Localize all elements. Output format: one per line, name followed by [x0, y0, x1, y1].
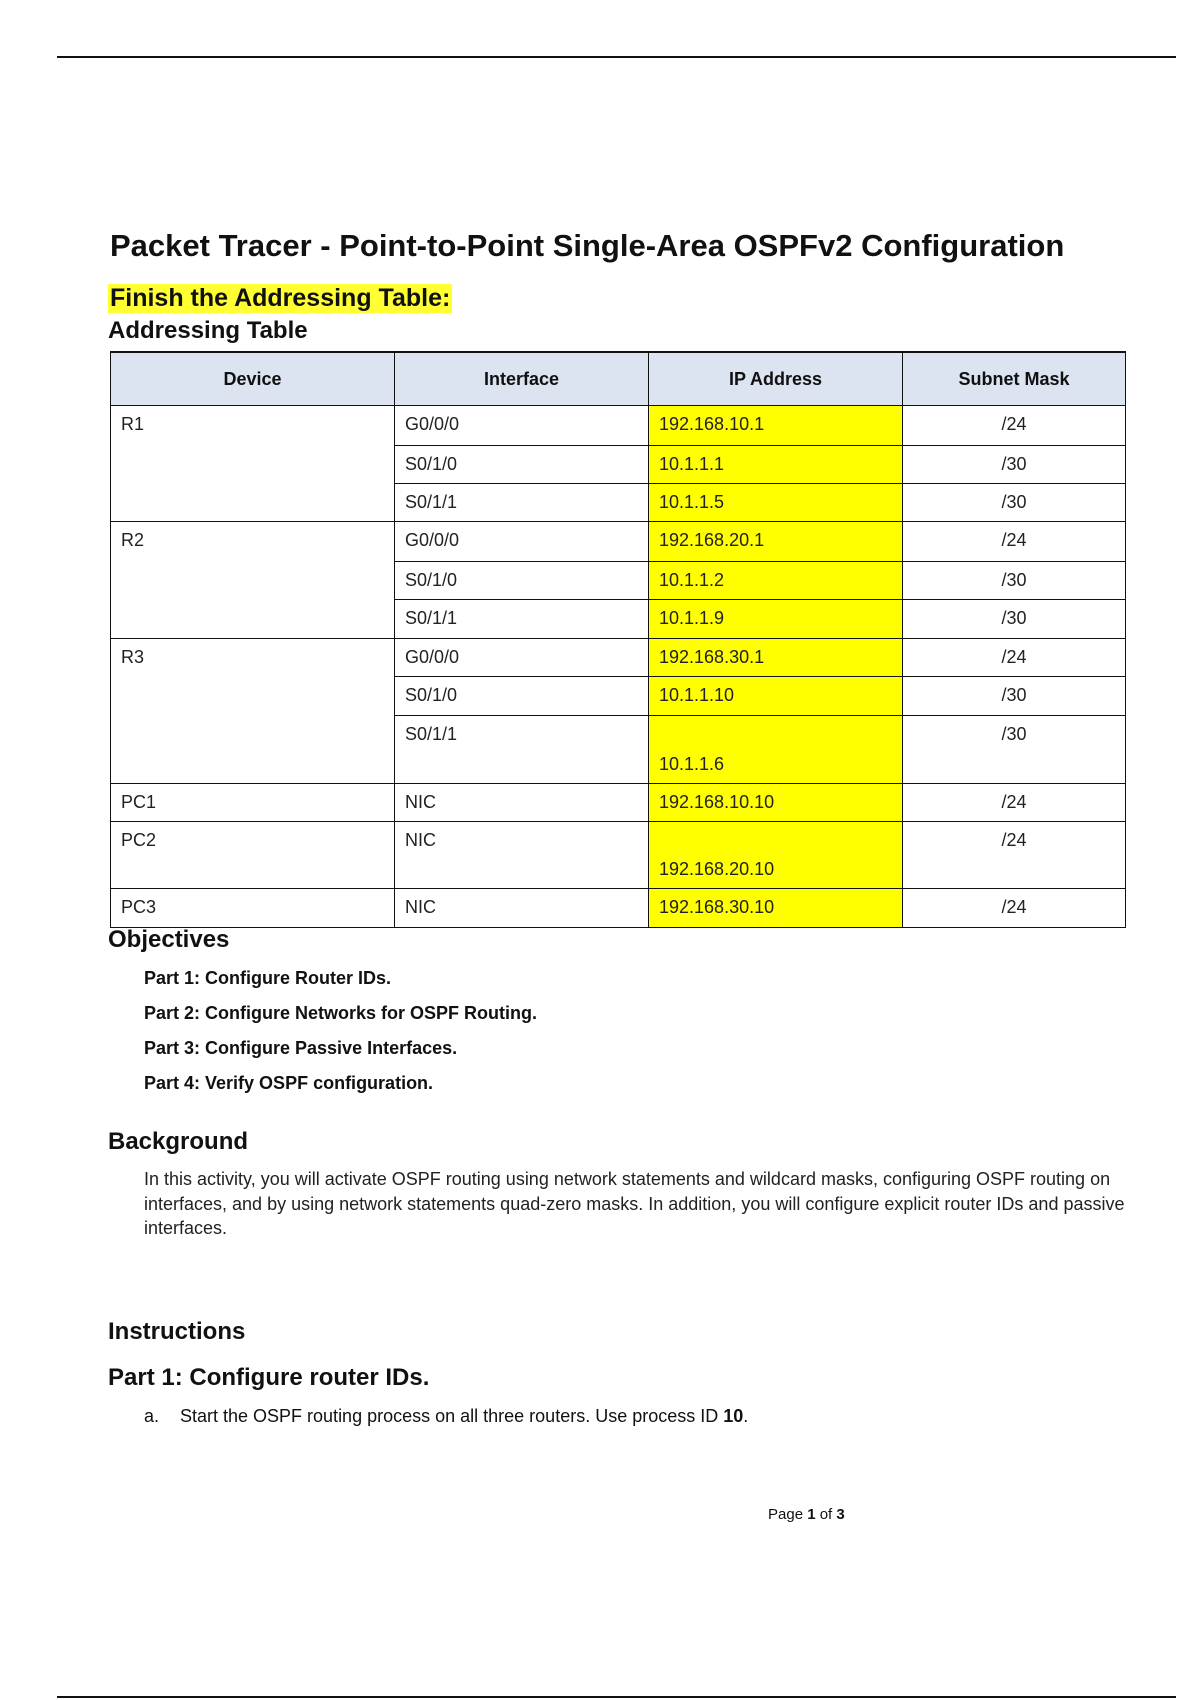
- interface-cell: [395, 716, 649, 784]
- subnet-mask-cell-text: /24: [1001, 830, 1027, 850]
- ip-address-cell-text: 192.168.20.10: [659, 859, 775, 879]
- footer-rule: [57, 1696, 1176, 1698]
- ip-address-cell-text: 192.168.10.10: [659, 792, 775, 812]
- subnet-mask-cell: [903, 600, 1126, 639]
- ip-address-cell-text: 192.168.30.1: [659, 647, 765, 667]
- subnet-mask-cell: [903, 562, 1126, 600]
- table-row: [111, 822, 1126, 889]
- highlighted-heading: Finish the Addressing Table:: [110, 284, 451, 312]
- objective-item: Part 4: Verify OSPF configuration.: [144, 1073, 434, 1093]
- objectives-heading: Objectives: [108, 926, 230, 953]
- ip-address-cell: [649, 484, 903, 522]
- subnet-mask-cell-text: /24: [1001, 897, 1027, 917]
- subnet-mask-cell: [903, 889, 1126, 928]
- subnet-mask-cell: [903, 406, 1126, 446]
- instructions-heading: Instructions: [108, 1318, 246, 1345]
- interface-cell-text: G0/0/0: [405, 530, 460, 550]
- column-header: Subnet Mask: [903, 352, 1126, 406]
- ip-address-cell-text: 10.1.1.5: [659, 492, 725, 512]
- ip-address-cell-text: 192.168.10.1: [659, 414, 765, 434]
- interface-cell: [395, 600, 649, 639]
- device-cell: [111, 406, 395, 522]
- ip-address-cell: [649, 639, 903, 677]
- ip-address-cell: [649, 822, 903, 889]
- interface-cell: [395, 889, 649, 928]
- ip-address-cell-text: 192.168.20.1: [659, 530, 765, 550]
- device-cell-text: R2: [121, 530, 145, 550]
- step-end: .: [743, 1406, 749, 1426]
- of-label: of: [815, 1506, 837, 1523]
- column-header: IP Address: [649, 352, 903, 406]
- background-text: In this activity, you will activate OSPF routing using network statements and wildcard masks, configuring OSPF routing on interfaces, and by using network statements quad-zero masks. In addition, you will configure explicit router IDs and passive interfaces.: [144, 1169, 1125, 1238]
- device-cell: [111, 889, 395, 928]
- table-row: [111, 522, 1126, 562]
- device-cell-text: R1: [121, 414, 145, 434]
- column-header: Device: [111, 352, 395, 406]
- interface-cell: [395, 484, 649, 522]
- header-rule: [57, 56, 1176, 58]
- interface-cell-text: S0/1/1: [405, 608, 458, 628]
- interface-cell: [395, 784, 649, 822]
- step-marker: a.: [144, 1406, 160, 1426]
- interface-cell-text: NIC: [405, 792, 436, 812]
- interface-cell: [395, 522, 649, 562]
- ip-address-cell-text: 10.1.1.2: [659, 570, 725, 590]
- interface-cell-text: S0/1/0: [405, 685, 458, 705]
- table-heading: Addressing Table: [108, 317, 308, 344]
- interface-cell-text: G0/0/0: [405, 647, 460, 667]
- page-label: Page: [768, 1506, 808, 1523]
- step-a: [144, 1406, 748, 1427]
- interface-cell-text: G0/0/0: [405, 414, 460, 434]
- ip-address-cell: [649, 406, 903, 446]
- subnet-mask-cell: [903, 822, 1126, 889]
- table-row: [111, 889, 1126, 928]
- device-cell: [111, 784, 395, 822]
- device-cell-text: PC3: [121, 897, 157, 917]
- interface-cell: [395, 446, 649, 484]
- objective-item: Part 2: Configure Networks for OSPF Routing.: [144, 1003, 538, 1023]
- interface-cell: [395, 562, 649, 600]
- device-cell-text: PC1: [121, 792, 157, 812]
- ip-address-cell: [649, 562, 903, 600]
- ip-address-cell-text: 10.1.1.9: [659, 608, 725, 628]
- subnet-mask-cell-text: /24: [1001, 414, 1027, 434]
- table-row: [111, 406, 1126, 446]
- interface-cell-text: S0/1/1: [405, 492, 458, 512]
- objective-item: Part 1: Configure Router IDs.: [144, 968, 392, 988]
- subnet-mask-cell: [903, 484, 1126, 522]
- subnet-mask-cell-text: /24: [1001, 647, 1027, 667]
- process-id: 10: [723, 1406, 744, 1426]
- table-row: [111, 639, 1126, 677]
- interface-cell-text: NIC: [405, 897, 436, 917]
- column-header: Interface: [395, 352, 649, 406]
- ip-address-cell: [649, 446, 903, 484]
- interface-cell: [395, 639, 649, 677]
- device-cell: [111, 822, 395, 889]
- background-heading: Background: [108, 1128, 249, 1155]
- interface-cell: [395, 406, 649, 446]
- device-cell-text: R3: [121, 647, 145, 667]
- subnet-mask-cell: [903, 784, 1126, 822]
- subnet-mask-cell: [903, 716, 1126, 784]
- subnet-mask-cell-text: /30: [1001, 454, 1027, 474]
- subnet-mask-cell-text: /30: [1001, 724, 1027, 744]
- ip-address-cell: [649, 600, 903, 639]
- addressing-table: [110, 351, 1126, 928]
- total-pages: 3: [836, 1506, 845, 1523]
- interface-cell-text: S0/1/1: [405, 724, 458, 744]
- ip-address-cell-text: 10.1.1.1: [659, 454, 725, 474]
- subnet-mask-cell-text: /30: [1001, 685, 1027, 705]
- interface-cell: [395, 677, 649, 716]
- subnet-mask-cell-text: /24: [1001, 792, 1027, 812]
- page-number: [768, 1506, 845, 1523]
- table-header-row: [111, 352, 1126, 406]
- device-cell-text: PC2: [121, 830, 157, 850]
- subnet-mask-cell-text: /30: [1001, 608, 1027, 628]
- document-title: Packet Tracer - Point-to-Point Single-Area OSPFv2 Configuration: [110, 228, 1065, 263]
- subnet-mask-cell-text: /30: [1001, 570, 1027, 590]
- current-page: 1: [807, 1506, 816, 1523]
- subnet-mask-cell-text: /24: [1001, 530, 1027, 550]
- device-cell: [111, 522, 395, 639]
- ip-address-cell-text: 10.1.1.10: [659, 685, 735, 705]
- subnet-mask-cell: [903, 639, 1126, 677]
- subnet-mask-cell-text: /30: [1001, 492, 1027, 512]
- step-text: Start the OSPF routing process on all three routers. Use process ID: [180, 1406, 724, 1426]
- part1-heading: Part 1: Configure router IDs.: [108, 1364, 430, 1391]
- interface-cell: [395, 822, 649, 889]
- subnet-mask-cell: [903, 522, 1126, 562]
- ip-address-cell: [649, 716, 903, 784]
- ip-address-cell: [649, 784, 903, 822]
- interface-cell-text: S0/1/0: [405, 570, 458, 590]
- ip-address-cell-text: 192.168.30.10: [659, 897, 775, 917]
- interface-cell-text: NIC: [405, 830, 436, 850]
- subnet-mask-cell: [903, 677, 1126, 716]
- objective-item: Part 3: Configure Passive Interfaces.: [144, 1038, 458, 1058]
- ip-address-cell: [649, 522, 903, 562]
- device-cell: [111, 639, 395, 784]
- interface-cell-text: S0/1/0: [405, 454, 458, 474]
- ip-address-cell: [649, 889, 903, 928]
- table-row: [111, 784, 1126, 822]
- subnet-mask-cell: [903, 446, 1126, 484]
- ip-address-cell: [649, 677, 903, 716]
- ip-address-cell-text: 10.1.1.6: [659, 754, 725, 774]
